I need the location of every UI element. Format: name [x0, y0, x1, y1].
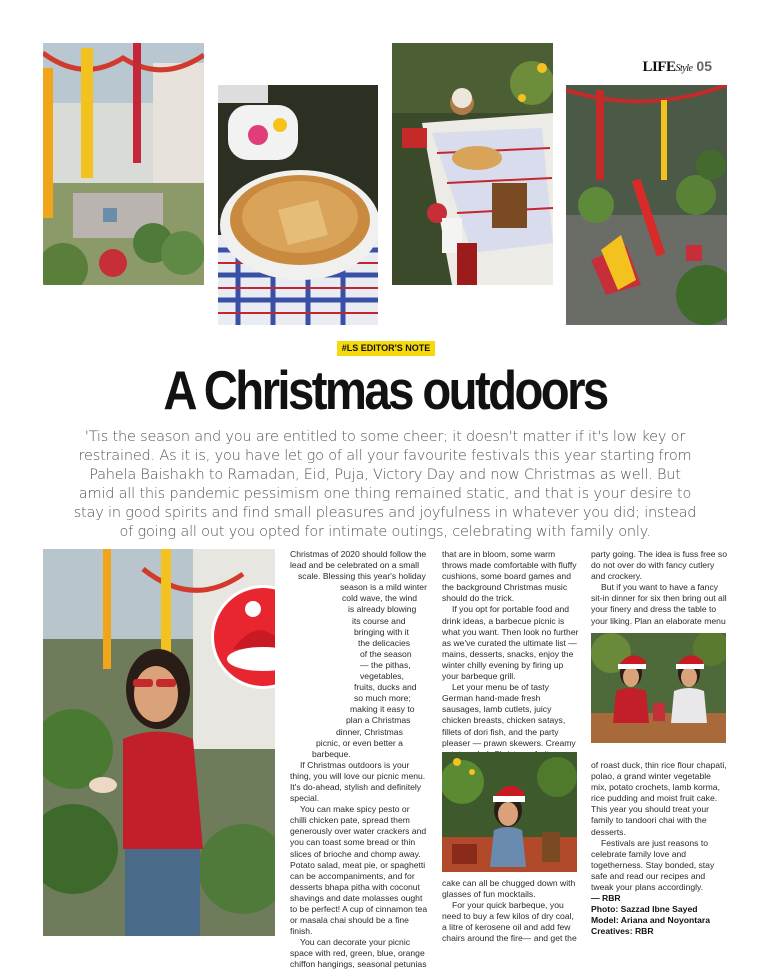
article-column-1: Christmas of 2020 should follow the lead and be celebrated on a small scale. Blessing this year's holiday season is a mild winter cold wave, the wind is already blowing its course and bringing with it the delicacies of the season — the pithas, vegetables, fruits, ducks and so much more; making it easy to plan a Christmas dinner, Christmas picnic, or even better a barbeque. If Christmas outdoors is your thing, you will love our picnic menu. It's do-ahead, stylish and definitely special. You can make spicy pesto or chilli chicken pate, spread them generously over water crackers and you can toast some bread or thin slices of brioche and chomp away. Potato salad, meat pie, or spaghetti can be accompaniments, and for desserts bhapa pitha with coconut shavings and date molasses ought to be perfect! A cup of cinnamon tea or masala chai should be a fine finish. You can decorate your picnic space with red, green, blue, orange chiffon hangings, seasonal petunias: [290, 549, 428, 970]
page-number: 05: [696, 58, 712, 74]
photo-rooftop-hangings: [43, 43, 204, 285]
article-column-3-continued: of roast duck, thin rice flour chapati, polao, a grand winter vegetable mix, potato crochets, lamb korma, rice pudding and moist fruit cake. This year you should treat your family to tandoori chai with the desserts. Festivals are just reasons to celebrate family love and togetherness. Stay bonded, stay safe and read our recipes and tweak your plans accordingly.: [591, 760, 727, 893]
section-tag: #LS EDITOR'S NOTE: [337, 341, 435, 356]
photo-credit: Photo: Sazzad Ibne Sayed: [591, 904, 698, 915]
photo-two-children: [591, 633, 726, 743]
article-column-2-continued: cake can all be chugged down with glasses of fun mocktails. For your quick barbeque, you need to buy a few kilos of dry coal, a litre of kerosene oil and add few chairs around the fire— and get the: [442, 878, 577, 944]
model-credit: Model: Ariana and Noyontara: [591, 915, 711, 926]
deck-intro: 'Tis the season and you are entitled to some cheer; it doesn't matter if it's low key or restrained. As it is, you have let go of all your favourite festivals this year starting from Pahela Baishakh to Ramadan, Eid, Puja, Victory Day and now Christmas as well. But amid all this pandemic pessimism one thing remained static, and that is your desire to stay in good spirits and find small pleasures and joyfulness in whatever you did; instead of going all out you opted for intimate outings, celebrating with family only.: [73, 429, 697, 540]
photo-garden-decor: [566, 85, 727, 325]
author-signature: — RBR: [591, 893, 621, 903]
lifestyle-logo: LIFEStyle: [642, 59, 693, 75]
photo-model-main: [43, 549, 275, 936]
article-column-2: that are in bloom, some warm throws made comfortable with fluffy cushions, some board games and the background Christmas music should do the trick. If you opt for portable food and drink ideas, a barbecue picnic is what you want. Then look no further as we've curated the ultimate list — mains, desserts, snacks, enjoy the winter chilly evening by firing up your barbeque grill. Let your menu be of tasty German hand-made fresh sausages, lamb cutlets, juicy chicken breasts, chicken satays, fillets of dori fish, and the party pleaser — prawn skewers. Creamy: [442, 549, 579, 748]
headline: A Christmas outdoors: [163, 359, 607, 421]
creatives-credit: Creatives: RBR: [591, 926, 654, 937]
photo-pie: [218, 85, 378, 325]
photo-table-setting: [392, 43, 553, 285]
photo-child-santa-hat: [442, 752, 577, 872]
article-column-3: party going. The idea is fuss free so do not over do with fancy cutlery and crockery. But if you want to have a fancy sit-in dinner for six then bring out all your finery and dress the table to your liking. Plan an elaborate menu: [591, 549, 727, 626]
masthead: [642, 58, 712, 76]
credits: [591, 893, 710, 937]
